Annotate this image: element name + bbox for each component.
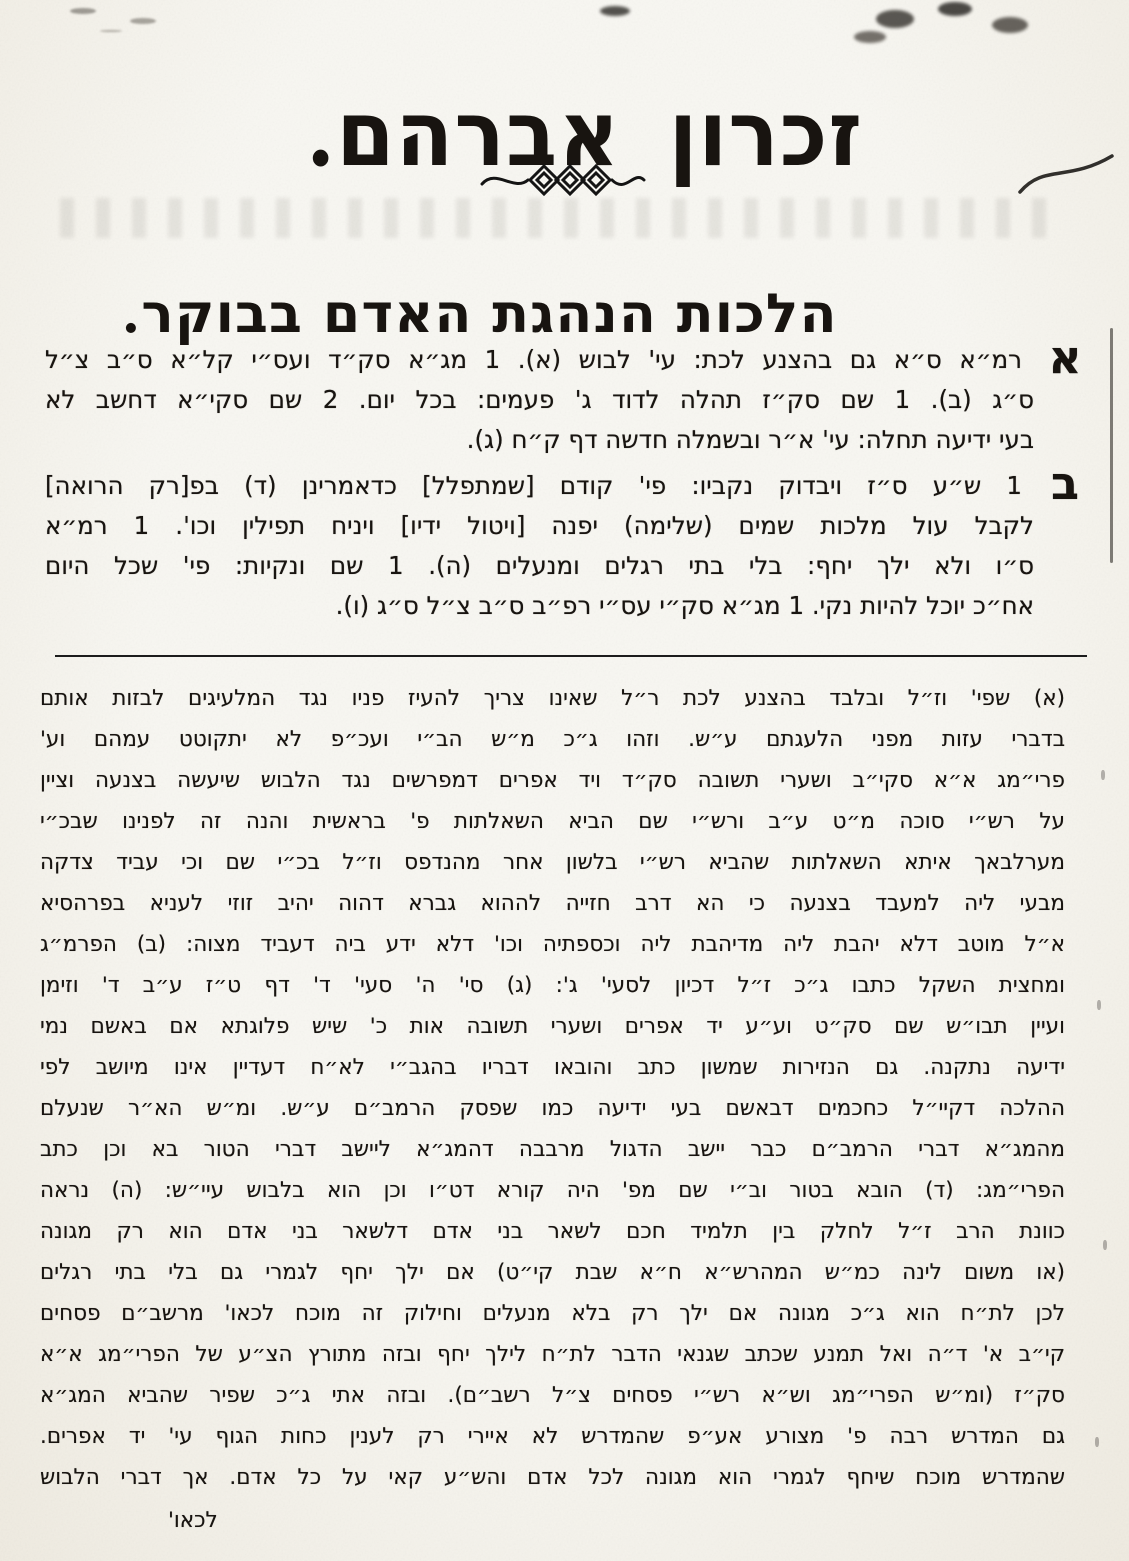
paragraph-marker-alef: א xyxy=(1048,330,1082,384)
halacha-line: ס״ו ולא ילך יחף: בלי בתי רגלים ומנעלים (ה). 1 שם ונקיות: פי' שכל היום xyxy=(45,551,1034,580)
halacha-line: 1 ש״ע ס״ז ויבדוק נקביו: פי' קודם [שמתפלל] כדאמרינן (ד) בפ[רק הרואה] xyxy=(45,471,1022,500)
commentary-line: על רש״י סוכה מ״ט ע״ב ורש״י שם הביא השאלתות פ' בראשית והנה זה לפנינו שבכ״י xyxy=(40,809,1065,834)
commentary-line: מבעי ליה למעבד בצנעה כי הא דרב חזייה לההוא גברא דהוה יהיב זוזי לעניא בפרהסיא xyxy=(40,891,1065,916)
halacha-line: אח״כ יוכל להיות נקי. 1 מג״א סק״י עס״י רפ״ב ס״ב צ״ל ס״ג (ו). xyxy=(335,591,1034,620)
commentary-line: (או משום לינה כמ״ש המהרש״א ח״א שבת קי״ט) אם ילך יחף לגמרי גם בלי בתי רגלים xyxy=(40,1260,1065,1285)
commentary-line: ההלכה דקיי״ל כחכמים דבאשם בעי ידיעה כמו שפסק הרמב״ם ע״ש. ומ״ש הא״ר שנעלם xyxy=(40,1096,1065,1121)
commentary-block xyxy=(40,678,1065,1541)
commentary-line: ידיעה נתקנה. גם הנזירות שמשון כתב והובאו דבריו בהגב״י לא״ח דעדיין אינו מיושב לפי xyxy=(40,1055,1065,1080)
halacha-line: ס״ג (ב). 1 שם סק״ז תהלה לדוד ג' פעמים: בכל יום. 2 שם סקי״א דחשב לא xyxy=(45,385,1034,414)
book-title: זכרון אברהם. xyxy=(305,80,864,188)
divider-rule xyxy=(55,655,1087,657)
paragraph-alef xyxy=(45,330,1082,460)
section-heading: הלכות הנהגת האדם בבוקר. xyxy=(121,280,838,345)
ink-smudge-top-left xyxy=(70,8,96,14)
paragraph-marker-bet: ב xyxy=(1050,456,1080,510)
commentary-line: מערלבאך איתא השאלתות שהביא רש״י בלשון אחר מהנדפס וז״ל בכ״י שם וכי עביד צדקה xyxy=(40,850,1065,875)
commentary-line: בדברי עזות מפני הלעגתם ע״ש. וזהו ג״כ מ״ש הב״י ועכ״פ לא יתקוטט עמהם וע' xyxy=(40,727,1065,752)
commentary-line: קי״ב א' ד״ה ואל תמנע שכתב שגנאי הדבר לת״ח לילך יחף ובזה מתורץ הצ״ע של הפרי״מג א״א xyxy=(40,1342,1065,1367)
commentary-line: א״ל מוטב דלא יהבת ליה מדיהבת ליה וכספתיה וכו' דלא ידע ביה דעביד מצוה: (ב) הפרמ״ג xyxy=(40,932,1065,957)
commentary-line: כוונת הרב ז״ל לחלק בין תלמיד חכם לשאר בני אדם דלשאר בני אדם הוא רק מגונה xyxy=(40,1219,1065,1244)
halacha-line: בעי ידיעה תחלה: עי' א״ר ובשמלה חדשה דף ק״ח (ג). xyxy=(466,425,1034,454)
ornament-divider xyxy=(478,158,648,207)
commentary-line: ועיין תבו״ש שם סק״ט וע״ע יד אפרים ושערי תשובה אות כ' שיש פלוגתא אם באשם נמי xyxy=(40,1014,1065,1039)
halacha-text-block xyxy=(45,330,1082,626)
page-edge-specks xyxy=(1101,770,1105,780)
commentary-line: שהמדרש מוכח שיחף לגמרי הוא מגונה לכל אדם והש״ע קאי על כל אדם. אך דברי הלבוש xyxy=(40,1465,1065,1490)
paragraph-bet xyxy=(45,456,1080,626)
halacha-line: רמ״א ס״א גם בהצנע לכת: עי' לבוש (א). 1 מג״א סק״ד ועס״י קל״א ס״ב צ״ל xyxy=(45,345,1022,374)
commentary-line: לכן לת״ח הוא ג״כ מגונה אם ילך רק בלא מנעלים וחילוק זה מוכח לכאו' מרשב״ם פסחים xyxy=(40,1301,1065,1326)
page-edge-mark xyxy=(1110,328,1113,563)
commentary-line: גם המדרש רבה פ' מצורע אע״פ שהמדרש לא איירי רק לענין כחות הגוף עי' יד אפרים. xyxy=(40,1424,1065,1449)
commentary-line: פרי״מג א״א סקי״ב ושערי תשובה סק״ד ויד אפרים דמפרשים נגד הלבוש שיעשה בצנעה וציין xyxy=(40,768,1065,793)
catchword: לכאו' xyxy=(168,1508,218,1533)
commentary-line: ומחצית השקל כתבו ג״כ ז״ל דכיון לסעי' ג': (ג) סי' ה' סעי' ד' דף ט״ז ע״ב ד' וזימן xyxy=(40,973,1065,998)
halacha-line: לקבל עול מלכות שמים (שלימה) יפנה [ויטול ידיו] ויניח תפילין וכו'. 1 רמ״א xyxy=(45,511,1034,540)
commentary-line: הפרי״מג: (ד) הובא בטור וב״י שם מפ' היה קורא דט״ו וכן הוא בלבוש עיי״ש: (ה) נראה xyxy=(40,1178,1065,1203)
diamond-flourish-icon xyxy=(478,158,648,202)
commentary-line: (א) שפי' וז״ל ובלבד בהצנע לכת ר״ל שאינו צריך להעיז פניו נגד המלעיגים לבזות אותם xyxy=(40,686,1065,711)
ink-smudge-top-right xyxy=(600,6,630,16)
commentary-line: מהמג״א דברי הרמב״ם כבר יישב הדגול מרבבה דהמג״א ליישב דברי הטור בא וכן כתב xyxy=(40,1137,1065,1162)
commentary-line: סק״ז (ומ״ש הפרי״מג וש״א רש״י פסחים צ״ל רשב״ם). ובזה אתי ג״כ שפיר שהביא המג״א xyxy=(40,1383,1065,1408)
